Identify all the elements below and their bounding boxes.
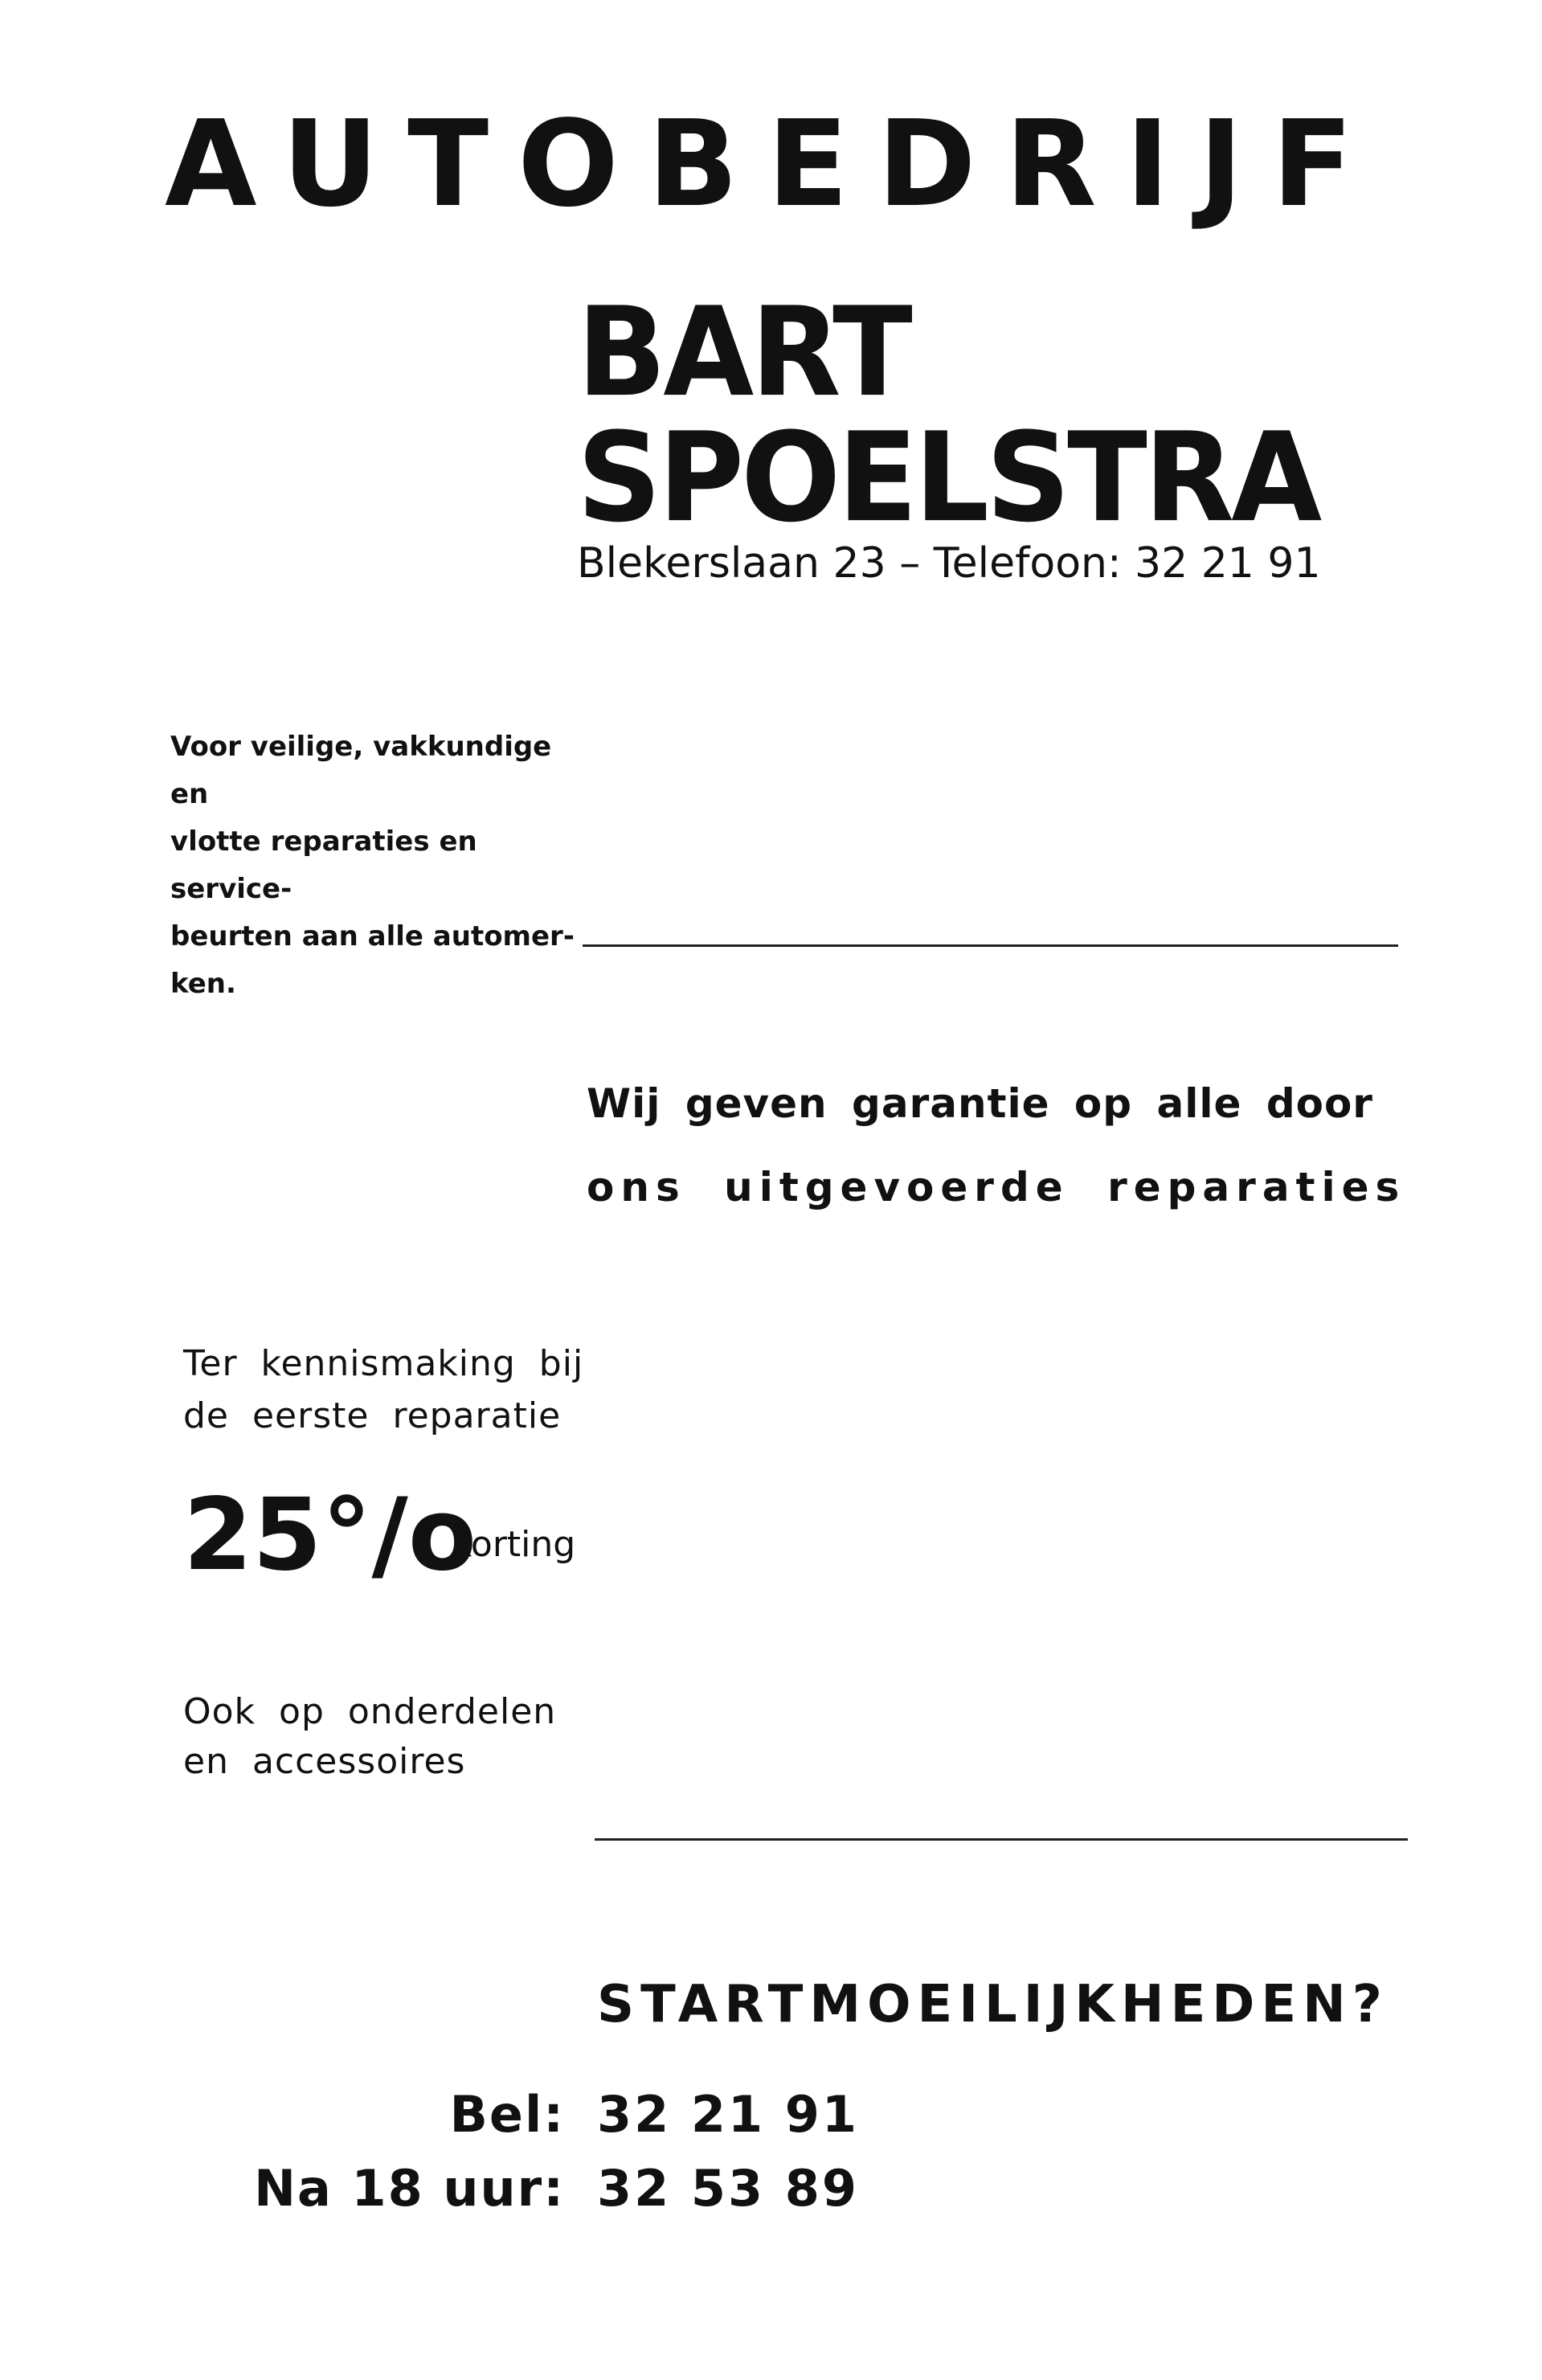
after-hours-label: Na 18 uur: <box>254 2159 565 2218</box>
intro-line: beurten aan alle automer- <box>170 920 575 952</box>
intro-line: Voor veilige, vakkundige en <box>170 731 552 810</box>
intro-line: vlotte reparaties en service- <box>170 825 477 905</box>
intro-line: ken. <box>170 968 236 1000</box>
call-number: 32 21 91 <box>597 2085 860 2144</box>
after-hours-number: 32 53 89 <box>597 2159 860 2218</box>
call-label: Bel: <box>449 2085 565 2144</box>
headline-autobedrijf: AUTOBEDRIJF <box>165 95 1382 233</box>
guarantee-line-1: Wij geven garantie op alle door <box>587 1080 1373 1127</box>
offer-line-3: Ook op onderdelen <box>183 1691 557 1732</box>
offer-line-4: en accessoires <box>183 1741 466 1782</box>
discount-percent: 25°/o <box>183 1477 477 1593</box>
start-trouble-heading: STARTMOEILIJKHEDEN? <box>597 1975 1389 2034</box>
divider-bottom <box>595 1838 1408 1841</box>
address-phone-line: Blekerslaan 23 – Telefoon: 32 21 91 <box>577 539 1321 588</box>
offer-line-2: de eerste reparatie <box>183 1395 562 1436</box>
owner-first-name: BART <box>577 281 910 424</box>
intro-text <box>170 723 588 1008</box>
guarantee-line-2: ons uitgevoerde reparaties <box>587 1164 1406 1210</box>
divider-top <box>583 944 1398 947</box>
owner-last-name: SPOELSTRA <box>577 406 1319 550</box>
offer-line-1: Ter kennismaking bij <box>183 1343 584 1384</box>
discount-label: korting <box>452 1524 576 1565</box>
